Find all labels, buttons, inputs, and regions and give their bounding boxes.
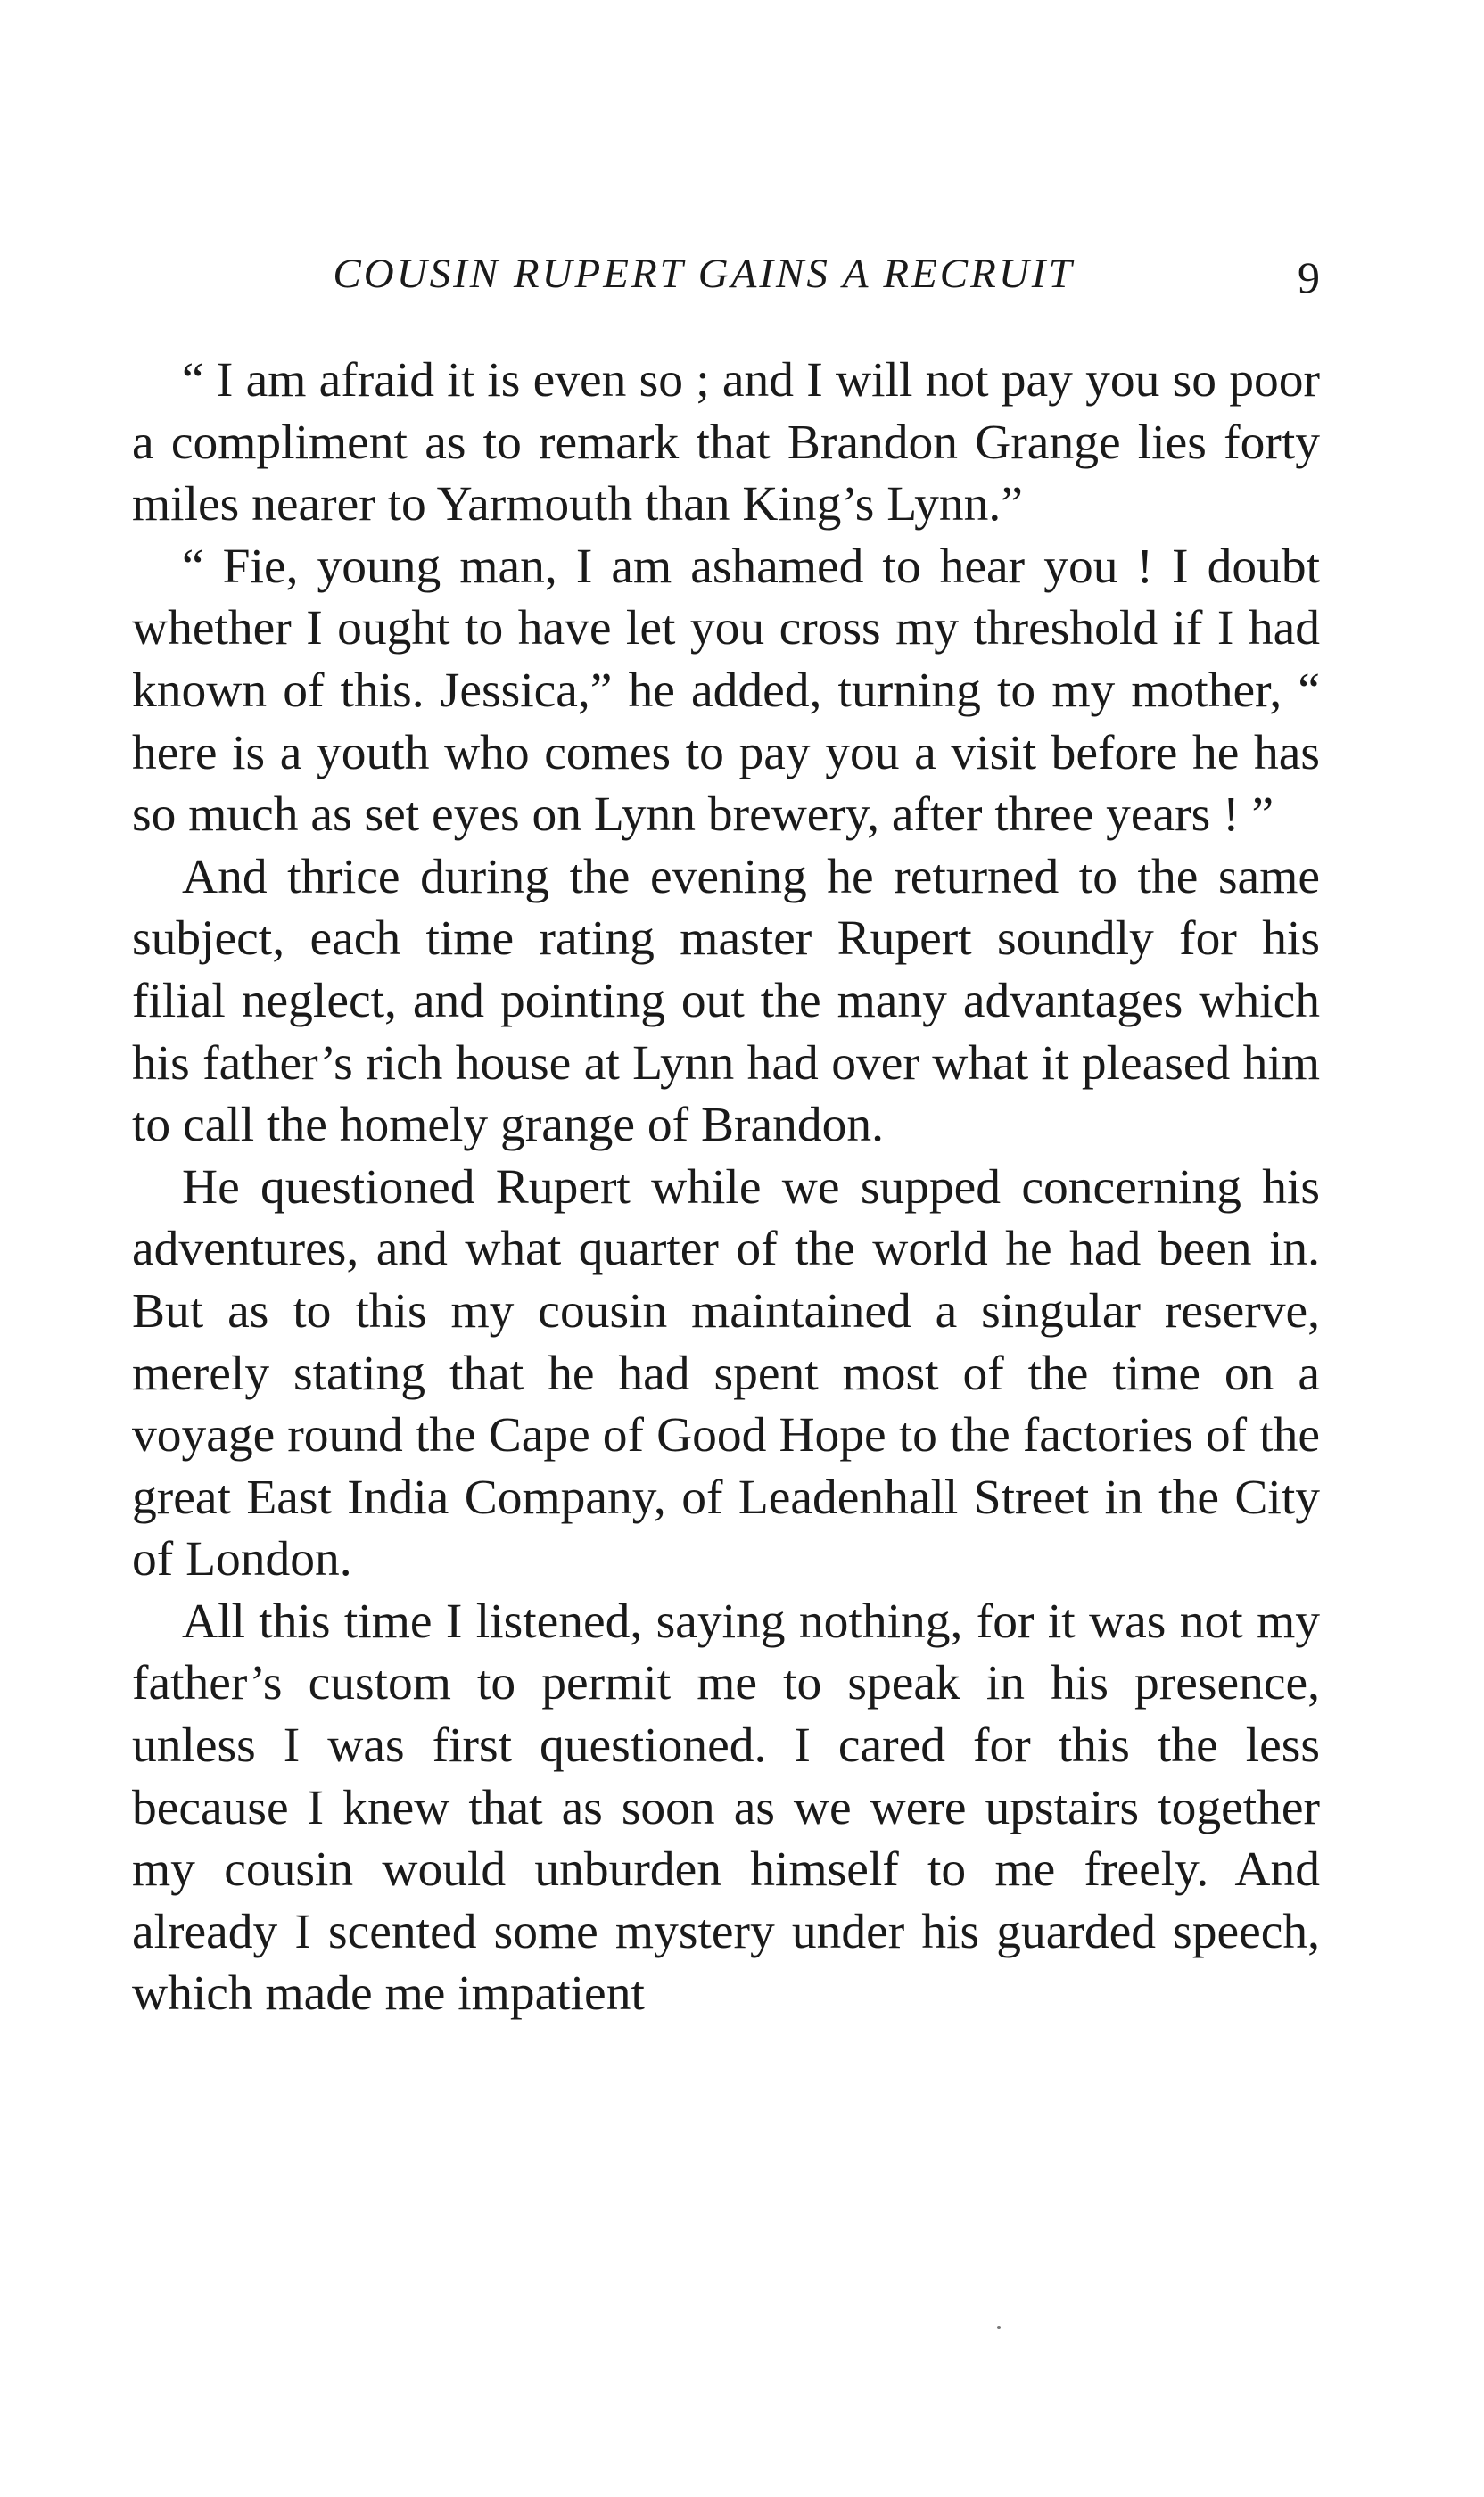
paragraph: “ I am afraid it is even so ; and I will not pay you so poor a compliment as to remark that Brandon Grange lies forty miles nearer to Yarmouth than King’s Lynn.” — [132, 353, 1320, 532]
page-number: 9 — [1298, 252, 1320, 302]
paragraph: And thrice during the evening he returned to the same subject, each time rating master Rupert soundly for his filial neglect, and pointing out the many advantages which his father’s rich house at Lynn had over what it pleased him to call the homely grange of Brandon. — [132, 849, 1320, 1153]
paragraph: “ Fie, young man, I am ashamed to hear you ! I doubt whether I ought to have let you cross my threshold if I had known of this. Jessica,” he added, turning to my mother, “ here is a youth who comes to pay you a visit before he has so much as set eyes on Lynn brewery, after three years ! ” — [132, 539, 1320, 843]
running-head — [132, 243, 1320, 305]
paragraph: He questioned Rupert while we supped concerning his adventures, and what quarter of the world he had been in. But as to this my cousin maintained a singular reserve, merely stating that he had spent most of the time on a voyage round the Cape of Good Hope to the factories of the great East India Company, of Leadenhall Street in the City of London. — [132, 1159, 1320, 1587]
ink-speck — [997, 2326, 1001, 2329]
paragraph: All this time I listened, saying nothing, for it was not my father’s custom to permit me to speak in his presence, unless I was first questioned. I cared for this the less because I knew that as soon as we were upstairs together my cousin would unburden himself to me freely. And already I scented some mystery under his guarded speech, which made me impatient — [132, 1594, 1320, 2022]
running-title: COUSIN RUPERT GAINS A RECRUIT — [333, 251, 1075, 297]
body-text — [132, 350, 1320, 2025]
